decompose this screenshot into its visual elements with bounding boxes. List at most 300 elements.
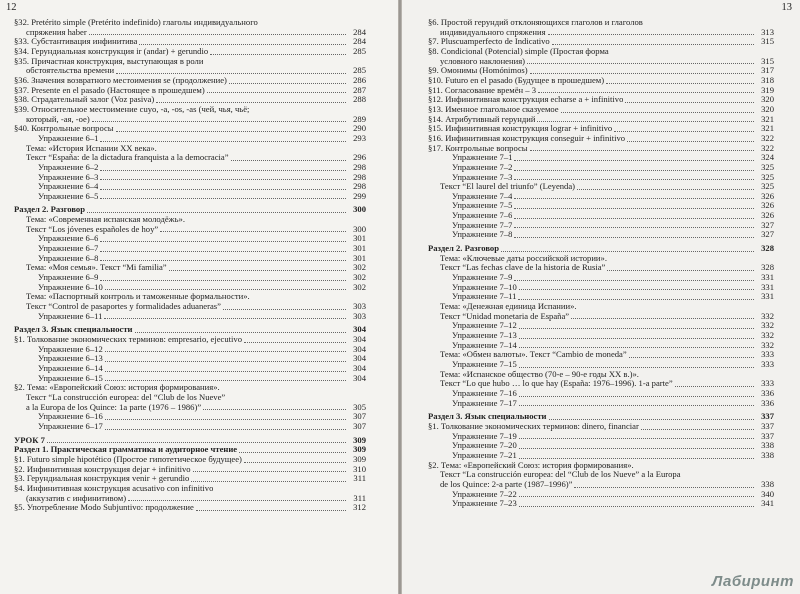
toc-entry-page: 302 [353, 272, 366, 283]
toc-entry-page: 333 [761, 349, 774, 360]
toc-entry-page: 319 [761, 84, 774, 95]
toc-entry-page: 332 [761, 339, 774, 350]
toc-entry-title: Текст “Las fechas clave de la historia de Rusia” [440, 263, 606, 273]
toc-entry [428, 57, 774, 67]
toc-entry-title: Упражнение 7–5 [452, 201, 513, 211]
toc-entry [428, 350, 774, 360]
toc-entry-title: Упражнение 6–11 [38, 311, 103, 321]
toc-entry-page: 331 [761, 291, 774, 302]
toc-entry-page: 325 [761, 181, 774, 192]
toc-leader-dots [105, 419, 346, 420]
toc-entry-title: Тема: «Моя семья». Текст “Mi familia” [26, 263, 167, 273]
toc-leader-dots [100, 198, 346, 199]
toc-entry [14, 95, 366, 105]
toc-leader-dots [100, 241, 346, 242]
toc-entry [14, 393, 366, 403]
toc-entry-page: 285 [353, 45, 366, 56]
toc-leader-dots [519, 367, 754, 368]
toc-entry-title: §2. Инфинитивная конструкция dejar + infinitivo [14, 464, 191, 474]
toc-entry-title: Упражнение 6–8 [38, 253, 99, 263]
toc-entry-title: Раздел 2. Разговор [14, 205, 85, 215]
toc-entry [428, 211, 774, 221]
toc-entry [428, 379, 774, 389]
toc-leader-dots [527, 63, 754, 64]
toc-entry-page: 296 [353, 152, 366, 163]
toc-leader-dots [100, 260, 346, 261]
toc-entry-title: Раздел 1. Практическая грамматика и аудиторное чтение [14, 445, 238, 455]
left-page [0, 0, 398, 594]
toc-entry-page: 340 [761, 488, 774, 499]
toc-entry [14, 144, 366, 154]
toc-leader-dots [514, 179, 754, 180]
toc-entry-page: 317 [761, 65, 774, 76]
toc-entry-page: 331 [761, 272, 774, 283]
toc-entry-page: 300 [353, 223, 366, 234]
toc-entry [428, 28, 774, 38]
toc-entry-page: 332 [761, 330, 774, 340]
toc-entry [14, 254, 366, 264]
toc-leader-dots [501, 251, 754, 252]
toc-leader-dots [607, 270, 754, 271]
toc-leader-dots [514, 198, 754, 199]
toc-entry-title: §4. Инфинитивная конструкция acusativo con infinitivo [14, 483, 214, 493]
toc-entry-page: 307 [353, 411, 366, 422]
toc-entry-title: Тема: «История Испании XX века». [26, 143, 157, 153]
toc-leader-dots [571, 318, 754, 319]
toc-leader-dots [514, 170, 754, 171]
toc-entry-title: Упражнение 7–22 [452, 489, 517, 499]
toc-entry [428, 153, 774, 163]
toc-leader-dots [105, 351, 346, 352]
toc-entry [428, 173, 774, 183]
toc-entry-page: 304 [353, 343, 366, 354]
toc-entry [14, 383, 366, 393]
toc-leader-dots [128, 500, 346, 501]
toc-leader-dots [548, 34, 754, 35]
toc-entry-page: 298 [353, 171, 366, 182]
toc-entry-title: Упражнение 6–12 [38, 344, 103, 354]
toc-entry [428, 341, 774, 351]
toc-entry-page: 298 [353, 181, 366, 192]
toc-leader-dots [89, 34, 346, 35]
toc-entry [428, 201, 774, 211]
toc-entry-title: (аккузатив с инфинитивом) [26, 493, 127, 503]
toc-entry [14, 354, 366, 364]
toc-entry-title: Упражнение 7–17 [452, 398, 517, 408]
toc-entry [428, 95, 774, 105]
toc-entry [428, 244, 774, 254]
toc-leader-dots [191, 481, 346, 482]
toc-entry [428, 163, 774, 173]
toc-leader-dots [519, 405, 754, 406]
toc-entry [428, 47, 774, 57]
toc-entry-page: 285 [353, 65, 366, 76]
toc-entry-title: §2. Тема: «Европейский Союз: история формирования». [14, 383, 220, 393]
toc-entry [428, 105, 774, 115]
toc-entry-title: Тема: «Современная испанская молодёжь». [26, 215, 185, 225]
toc-entry [428, 292, 774, 302]
toc-entry-page: 333 [761, 378, 774, 389]
toc-entry-title: Упражнение 7–12 [452, 321, 517, 331]
toc-entry-page: 321 [761, 113, 774, 124]
toc-leader-dots [244, 342, 346, 343]
toc-entry [14, 292, 366, 302]
toc-entry-page: 331 [761, 281, 774, 292]
toc-entry [14, 312, 366, 322]
toc-entry-page: 320 [761, 103, 774, 114]
toc-entry [14, 76, 366, 86]
toc-leader-dots [100, 251, 346, 252]
toc-entry-title: §37. Presente en el pasado (Настоящее в прошедшем) [14, 85, 205, 95]
toc-entry-title: §39. Относительное местоимение cuyo, -a, -os, -as (чей, чья, чьё; [14, 104, 250, 114]
toc-entry-title: §33. Субстантивация инфинитива [14, 37, 138, 47]
toc-entry-title: §16. Инфинитивная конструкция conseguir + infinitivo [428, 133, 626, 143]
toc-leader-dots [519, 506, 754, 507]
toc-entry-title: Упражнение 7–21 [452, 450, 517, 460]
toc-entry-title: Текст “El laurel del triunfo” (Leyenda) [440, 182, 576, 192]
toc-entry [14, 345, 366, 355]
toc-entry-title: Упражнение 7–9 [452, 273, 513, 283]
toc-entry-page: 304 [353, 362, 366, 373]
toc-entry-title: Упражнение 6–15 [38, 373, 103, 383]
toc-entry-page: 341 [761, 498, 774, 509]
toc-entry-title: §14. Атрибутивный герундий [428, 114, 536, 124]
toc-entry-page: 310 [353, 463, 366, 474]
toc-entry-page: 309 [353, 434, 366, 445]
toc-entry [14, 105, 366, 115]
toc-entry-title: §15. Инфинитивная конструкция lograr + infinitivo [428, 124, 613, 134]
toc-entry-title: Упражнение 7–6 [452, 211, 513, 221]
toc-entry [14, 163, 366, 173]
toc-leader-dots [47, 442, 346, 443]
toc-entry-title: §5. Употребление Modo Subjuntivo: продолжение [14, 503, 194, 513]
toc-entry-title: Упражнение 7–7 [452, 220, 513, 230]
toc-leader-dots [104, 318, 346, 319]
toc-entry-page: 336 [761, 397, 774, 408]
toc-entry-page: 284 [353, 36, 366, 47]
toc-entry [14, 215, 366, 225]
toc-entry-title: Упражнение 6–5 [38, 191, 99, 201]
toc-entry-page: 302 [353, 262, 366, 273]
toc-entry-page: 325 [761, 171, 774, 182]
toc-entry-page: 311 [353, 492, 366, 503]
toc-entry [14, 192, 366, 202]
toc-entry-title: который, -ая, -ое) [26, 114, 90, 124]
toc-leader-dots [100, 141, 346, 142]
toc-entry [428, 470, 774, 480]
toc-entry [428, 221, 774, 231]
toc-entry [428, 230, 774, 240]
toc-entry-title: Упражнение 6–16 [38, 412, 103, 422]
toc-entry-page: 327 [761, 219, 774, 230]
toc-entry [428, 134, 774, 144]
toc-leader-dots [100, 189, 346, 190]
toc-entry-page: 322 [761, 142, 774, 153]
toc-entry-title: §7. Pluscuamperfecto de Indicativo [428, 37, 550, 47]
toc-leader-dots [549, 419, 755, 420]
toc-entry-title: Текст “Control de pasaportes y formalidades aduaneras” [26, 302, 221, 312]
toc-entry-title: обстоятельства времени [26, 66, 115, 76]
toc-entry-title: §11. Согласование времён – 3 [428, 85, 537, 95]
toc-entry-title: спряжения haber [26, 27, 87, 37]
toc-entry [14, 325, 366, 335]
toc-entry-title: Тема: «Ключевые даты российской истории». [440, 253, 607, 263]
toc-entry [14, 205, 366, 215]
toc-entry [428, 302, 774, 312]
toc-entry-title: Упражнение 7–15 [452, 359, 517, 369]
toc-entry-page: 337 [761, 430, 774, 441]
toc-leader-dots [519, 496, 754, 497]
toc-entry-page: 326 [761, 190, 774, 201]
toc-leader-dots [116, 131, 346, 132]
toc-entry-title: §1. Толкование экономических терминов: empresario, ejecutivo [14, 335, 243, 344]
toc-entry [14, 124, 366, 134]
toc-entry-title: Раздел 2. Разговор [428, 244, 499, 254]
toc-entry [428, 182, 774, 192]
toc-entry-page: 338 [761, 478, 774, 489]
toc-entry [428, 263, 774, 273]
toc-entry-title: Упражнение 7–19 [452, 431, 517, 441]
toc-entry-title: Тема: «Обмен валюты». Текст “Cambio de moneda” [440, 350, 627, 360]
toc-entry [14, 494, 366, 504]
toc-leader-dots [629, 357, 754, 358]
toc-entry-title: §38. Страдательный залог (Voz pasiva) [14, 95, 155, 105]
toc-entry-page: 321 [761, 123, 774, 134]
toc-entry-title: Упражнение 7–11 [452, 292, 517, 302]
toc-entry [14, 403, 366, 413]
toc-leader-dots [538, 92, 754, 93]
toc-entry [428, 499, 774, 509]
toc-entry-title: Текст “España: de la dictadura franquista a la democracia” [26, 153, 229, 163]
toc-entry-title: Текст “Unidad monetaria de España” [440, 311, 570, 321]
toc-entry-page: 312 [353, 502, 366, 513]
toc-leader-dots [519, 289, 754, 290]
toc-leader-dots [514, 208, 754, 209]
toc-leader-dots [229, 83, 346, 84]
toc-leader-dots [627, 141, 754, 142]
toc-entry-page: 309 [353, 444, 366, 455]
toc-entry-title: §12. Инфинитивная конструкция echarse a + infinitivo [428, 95, 624, 105]
toc-entry-page: 324 [761, 152, 774, 163]
toc-entry-title: Упражнение 7–16 [452, 388, 517, 398]
toc-entry [14, 374, 366, 384]
toc-entry-title: §35. Причастная конструкция, выступающая в роли [14, 56, 204, 66]
toc-entry [428, 370, 774, 380]
toc-entry [14, 263, 366, 273]
toc-entry [428, 480, 774, 490]
toc-entry-title: §1. Futuro simple hipotético (Простое гипотетическое будущее) [14, 454, 242, 464]
toc-entry-page: 301 [353, 233, 366, 244]
toc-leader-dots [156, 102, 346, 103]
toc-entry-page: 303 [353, 301, 366, 312]
toc-entry [14, 234, 366, 244]
toc-entry-title: Упражнение 7–1 [452, 153, 513, 163]
toc-entry-title: Упражнение 6–10 [38, 282, 103, 292]
toc-entry-page: 287 [353, 84, 366, 95]
toc-entry-page: 304 [353, 353, 366, 364]
toc-entry-title: §9. Омонимы (Homónimos) [428, 66, 528, 76]
toc-entry [428, 144, 774, 154]
toc-entry [428, 37, 774, 47]
toc-entry-title: §13. Именное глагольное сказуемое [428, 104, 559, 114]
toc-entry [428, 273, 774, 283]
toc-entry-title: Упражнение 6–17 [38, 421, 103, 431]
toc-entry [14, 465, 366, 475]
toc-entry-title: §34. Герундиальная конструкция ir (andar) + gerundio [14, 46, 209, 56]
toc-entry-page: 338 [761, 449, 774, 460]
toc-entry-title: Упражнение 7–8 [452, 230, 513, 240]
toc-entry-title: Упражнение 7–13 [452, 331, 517, 340]
toc-entry-title: Текст “La construcción europea: del “Club de los Nueve” [26, 392, 226, 402]
toc-entry-title: условного наклонения) [440, 56, 526, 66]
toc-entry [428, 331, 774, 341]
toc-entry-title: §6. Простой герундий отклоняющихся глаголов и глаголов [428, 18, 643, 27]
toc-leader-dots [207, 92, 346, 93]
toc-entry-title: de los Quince: 2-a parte (1987–1996)” [440, 479, 573, 489]
toc-leader-dots [552, 44, 754, 45]
toc-leader-dots [519, 338, 754, 339]
table-of-contents [428, 18, 774, 509]
toc-entry-title: §32. Pretérito simple (Pretérito indefinido) глаголы индивидуального [14, 18, 258, 27]
toc-entry [14, 364, 366, 374]
table-of-contents [14, 18, 366, 513]
toc-entry [428, 115, 774, 125]
toc-entry-page: 293 [353, 132, 366, 143]
toc-entry-page: 311 [353, 473, 366, 484]
toc-entry [14, 302, 366, 312]
toc-entry-page: 309 [353, 453, 366, 464]
toc-leader-dots [105, 371, 346, 372]
toc-entry-title: Упражнение 7–2 [452, 162, 513, 172]
toc-entry-page: 307 [353, 420, 366, 431]
toc-entry [428, 86, 774, 96]
toc-entry-title: Упражнение 6–9 [38, 273, 99, 283]
toc-entry-title: Упражнение 7–10 [452, 282, 517, 292]
toc-entry-page: 298 [353, 161, 366, 172]
toc-leader-dots [193, 471, 346, 472]
toc-leader-dots [519, 328, 754, 329]
toc-entry-title: Текст “La construcción europea: del “Club de los Nueve” a la Europa [440, 470, 681, 480]
toc-entry-title: Раздел 3. Язык специальности [14, 325, 133, 335]
toc-entry [428, 389, 774, 399]
toc-leader-dots [514, 237, 754, 238]
toc-entry-page: 326 [761, 210, 774, 221]
toc-entry-title: Упражнение 6–13 [38, 354, 103, 364]
toc-entry [428, 321, 774, 331]
toc-leader-dots [244, 462, 346, 463]
toc-leader-dots [169, 270, 346, 271]
toc-leader-dots [530, 73, 754, 74]
toc-entry-title: индивидуального спряжения [440, 27, 546, 37]
toc-entry-title: §1. Толкование экономических терминов: dinero, financiar [428, 421, 639, 431]
toc-entry [14, 225, 366, 235]
toc-entry [14, 412, 366, 422]
toc-entry-page: 290 [353, 123, 366, 134]
toc-entry [428, 490, 774, 500]
toc-entry [14, 37, 366, 47]
toc-entry-page: 328 [761, 262, 774, 273]
toc-entry [428, 399, 774, 409]
toc-leader-dots [160, 231, 346, 232]
toc-leader-dots [518, 299, 754, 300]
toc-entry-page: 302 [353, 281, 366, 292]
toc-leader-dots [574, 487, 754, 488]
toc-entry-page: 337 [761, 420, 774, 431]
toc-entry-title: Упражнение 7–23 [452, 499, 517, 509]
toc-entry-page: 299 [353, 190, 366, 201]
toc-entry-title: Тема: «Денежная единица Испании». [440, 302, 577, 312]
toc-leader-dots [100, 280, 346, 281]
toc-entry-page: 325 [761, 161, 774, 172]
toc-leader-dots [105, 380, 346, 381]
toc-entry-page: 336 [761, 387, 774, 398]
toc-entry-page: 284 [353, 26, 366, 37]
toc-leader-dots [92, 121, 346, 122]
toc-leader-dots [139, 44, 346, 45]
toc-entry-page: 332 [761, 320, 774, 331]
toc-leader-dots [519, 448, 754, 449]
toc-entry [428, 451, 774, 461]
toc-entry-title: Упражнение 6–4 [38, 182, 99, 192]
toc-leader-dots [519, 438, 754, 439]
toc-entry-title: §8. Condicional (Potencial) simple (Простая форма [428, 46, 609, 56]
toc-leader-dots [105, 289, 346, 290]
toc-leader-dots [519, 458, 754, 459]
toc-entry-page: 313 [761, 26, 774, 37]
toc-leader-dots [625, 102, 754, 103]
toc-entry-page: 304 [353, 372, 366, 383]
toc-leader-dots [231, 160, 346, 161]
toc-entry [14, 47, 366, 57]
toc-entry [14, 18, 366, 28]
toc-entry-page: 289 [353, 113, 366, 124]
toc-entry [428, 432, 774, 442]
toc-entry-title: Упражнение 6–3 [38, 172, 99, 182]
page-number: 12 [6, 2, 17, 13]
toc-leader-dots [223, 309, 346, 310]
toc-leader-dots [514, 280, 754, 281]
toc-entry-page: 332 [761, 310, 774, 321]
toc-entry-page: 322 [761, 132, 774, 143]
toc-entry [14, 283, 366, 293]
toc-leader-dots [537, 121, 754, 122]
toc-entry [14, 86, 366, 96]
toc-leader-dots [606, 83, 754, 84]
toc-entry-title: Упражнение 7–20 [452, 441, 517, 451]
toc-entry-title: §2. Тема: «Европейский Союз: история формирования». [428, 460, 634, 470]
toc-entry [14, 134, 366, 144]
toc-leader-dots [135, 332, 347, 333]
toc-entry [14, 153, 366, 163]
toc-leader-dots [196, 510, 346, 511]
toc-entry-title: Упражнение 6–2 [38, 162, 99, 172]
toc-entry [428, 461, 774, 471]
toc-entry [428, 283, 774, 293]
toc-entry-title: Тема: «Паспортный контроль и таможенные формальности». [26, 292, 250, 302]
toc-entry [14, 455, 366, 465]
toc-entry-title: Упражнение 7–3 [452, 172, 513, 182]
toc-entry [14, 484, 366, 494]
toc-entry-page: 315 [761, 55, 774, 66]
toc-entry-page: 300 [353, 204, 366, 215]
toc-entry-page: 337 [761, 411, 774, 422]
toc-entry-title: Упражнение 7–4 [452, 191, 513, 201]
toc-entry-page: 301 [353, 243, 366, 254]
toc-entry-page: 286 [353, 74, 366, 85]
toc-entry-page: 304 [353, 334, 366, 344]
toc-entry-page: 338 [761, 440, 774, 451]
toc-entry-title: Тема: «Испанское общество (70-е – 90-е годы XX в.)». [440, 369, 639, 379]
